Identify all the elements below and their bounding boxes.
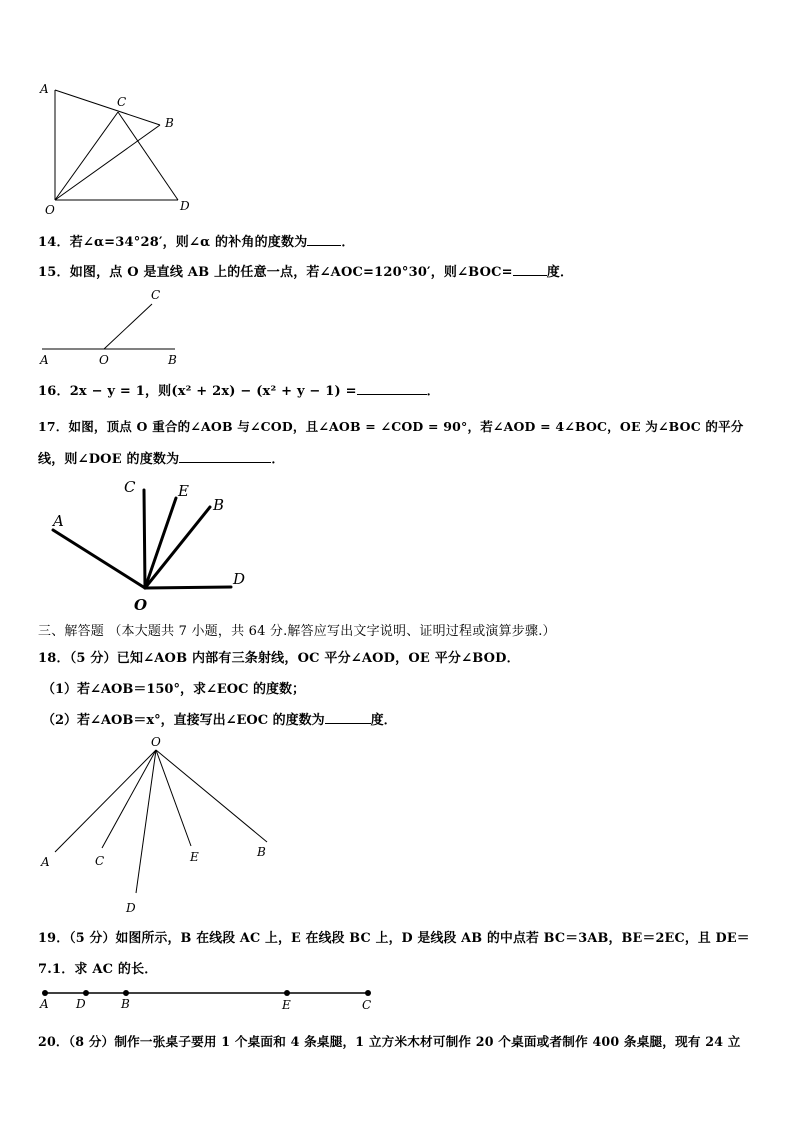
label-D: D [76, 997, 86, 1011]
answer-blank-14[interactable] [307, 233, 341, 246]
answer-blank-17[interactable] [179, 450, 271, 463]
label-E: E [282, 998, 291, 1012]
label-D: D [180, 199, 190, 213]
answer-blank-18[interactable] [325, 711, 371, 724]
label-C: C [151, 288, 161, 302]
question-14 [38, 231, 355, 250]
label-A: A [40, 997, 49, 1011]
question-18-part2 [42, 709, 397, 728]
label-B: B [168, 353, 177, 367]
label-O: O [151, 735, 161, 749]
question-19-line1: 19．（5 分）如图所示，B 在线段 AC 上，E 在线段 BC 上，D 是线段 AB 的中点若 BC＝3AB，BE＝2EC，且 DE＝ [38, 931, 750, 946]
label-D: D [233, 570, 246, 588]
question-17-text: 线，则∠DOE 的度数为 [38, 452, 180, 467]
label-A: A [41, 855, 50, 869]
question-18-part2-end: 度． [370, 713, 397, 728]
question-17-end: ． [271, 452, 285, 467]
answer-blank-15[interactable] [513, 263, 547, 276]
figure-17 [0, 470, 794, 620]
figure-15 [0, 280, 794, 370]
figure-19 [0, 980, 794, 1020]
label-B: B [213, 496, 225, 514]
label-D: D [126, 901, 136, 915]
label-O: O [45, 203, 55, 217]
label-C: C [95, 854, 105, 868]
question-18-stem: 18．（5 分）已知∠AOB 内部有三条射线，OC 平分∠AOD，OE 平分∠BOD． [38, 651, 520, 666]
label-A: A [40, 82, 49, 96]
label-E: E [190, 850, 199, 864]
label-C: C [117, 95, 127, 109]
question-17-line1: 17．如图，顶点 O 重合的∠AOB 与∠COD，且∠AOB = ∠COD = 90°，若∠AOD = 4∠BOC，OE 为∠BOC 的平分 [38, 419, 744, 434]
question-14-text: 14．若∠α=34°28′，则∠α 的补角的度数为 [38, 235, 308, 250]
question-16-end: ． [426, 384, 440, 399]
question-16 [38, 380, 440, 399]
label-B: B [165, 116, 174, 130]
label-O: O [134, 596, 148, 614]
question-18-part2-text: （2）若∠AOB＝x°，直接写出∠EOC 的度数为 [42, 713, 325, 728]
figure-13 [0, 0, 794, 230]
label-O: O [99, 353, 109, 367]
question-19-line2: 7.1．求 AC 的长． [38, 962, 158, 977]
question-18-part1: （1）若∠AOB＝150°，求∠EOC 的度数； [42, 682, 305, 697]
label-E: E [178, 482, 189, 500]
label-A: A [53, 512, 64, 530]
label-C: C [124, 478, 136, 496]
label-C: C [362, 998, 372, 1012]
question-16-text: 16．2x − y = 1，则(x² + 2x) − (x² + y − 1) = [38, 384, 357, 399]
label-B: B [257, 845, 266, 859]
question-20: 20．（8 分）制作一张桌子要用 1 个桌面和 4 条桌腿，1 立方米木材可制作 20 个桌面或者制作 400 条桌腿，现有 24 立 [38, 1034, 741, 1049]
question-15-end: 度． [546, 265, 574, 280]
section-3-heading: 三、解答题 （本大题共 7 小题，共 64 分.解答应写出文字说明、证明过程或演算步骤.） [38, 624, 556, 639]
question-17-line2 [38, 448, 285, 467]
question-15-text: 15．如图，点 O 是直线 AB 上的任意一点，若∠AOC=120°30′，则∠BOC= [38, 265, 513, 280]
answer-blank-16[interactable] [357, 382, 427, 395]
question-14-end: ． [341, 235, 355, 250]
label-B: B [121, 997, 130, 1011]
question-15 [38, 261, 573, 280]
label-A: A [40, 353, 49, 367]
figure-18 [0, 730, 794, 920]
